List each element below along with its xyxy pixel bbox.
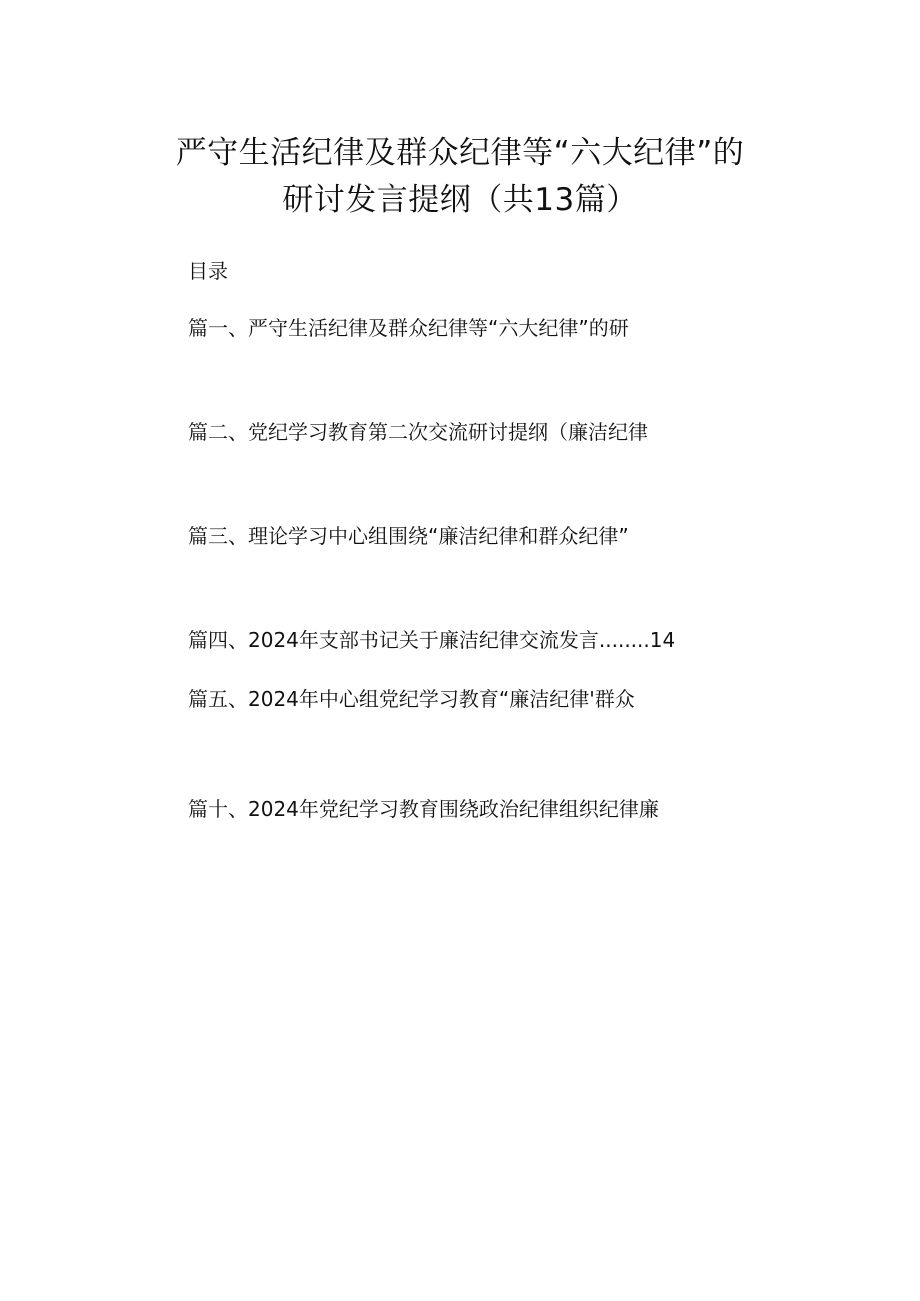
toc-item[interactable]: 篇一、严守生活纪律及群众纪律等“六大纪律”的研 [188, 316, 629, 340]
toc-item[interactable]: 篇十、2024年党纪学习教育围绕政治纪律组织纪律廉 [188, 797, 659, 821]
toc-item[interactable]: 篇二、党纪学习教育第二次交流研讨提纲（廉洁纪律 [188, 420, 648, 444]
toc-item[interactable]: 篇五、2024年中心组党纪学习教育“廉洁纪律'群众 [188, 687, 635, 711]
toc-heading: 目录 [188, 259, 228, 283]
document-title-line-1: 严守生活纪律及群众纪律等“六大纪律”的 [175, 135, 745, 171]
toc-item[interactable]: 篇四、2024年支部书记关于廉洁纪律交流发言........14 [188, 628, 676, 652]
document-title-line-2: 研讨发言提纲（共13篇） [282, 182, 638, 218]
toc-item[interactable]: 篇三、理论学习中心组围绕“廉洁纪律和群众纪律” [188, 524, 629, 548]
